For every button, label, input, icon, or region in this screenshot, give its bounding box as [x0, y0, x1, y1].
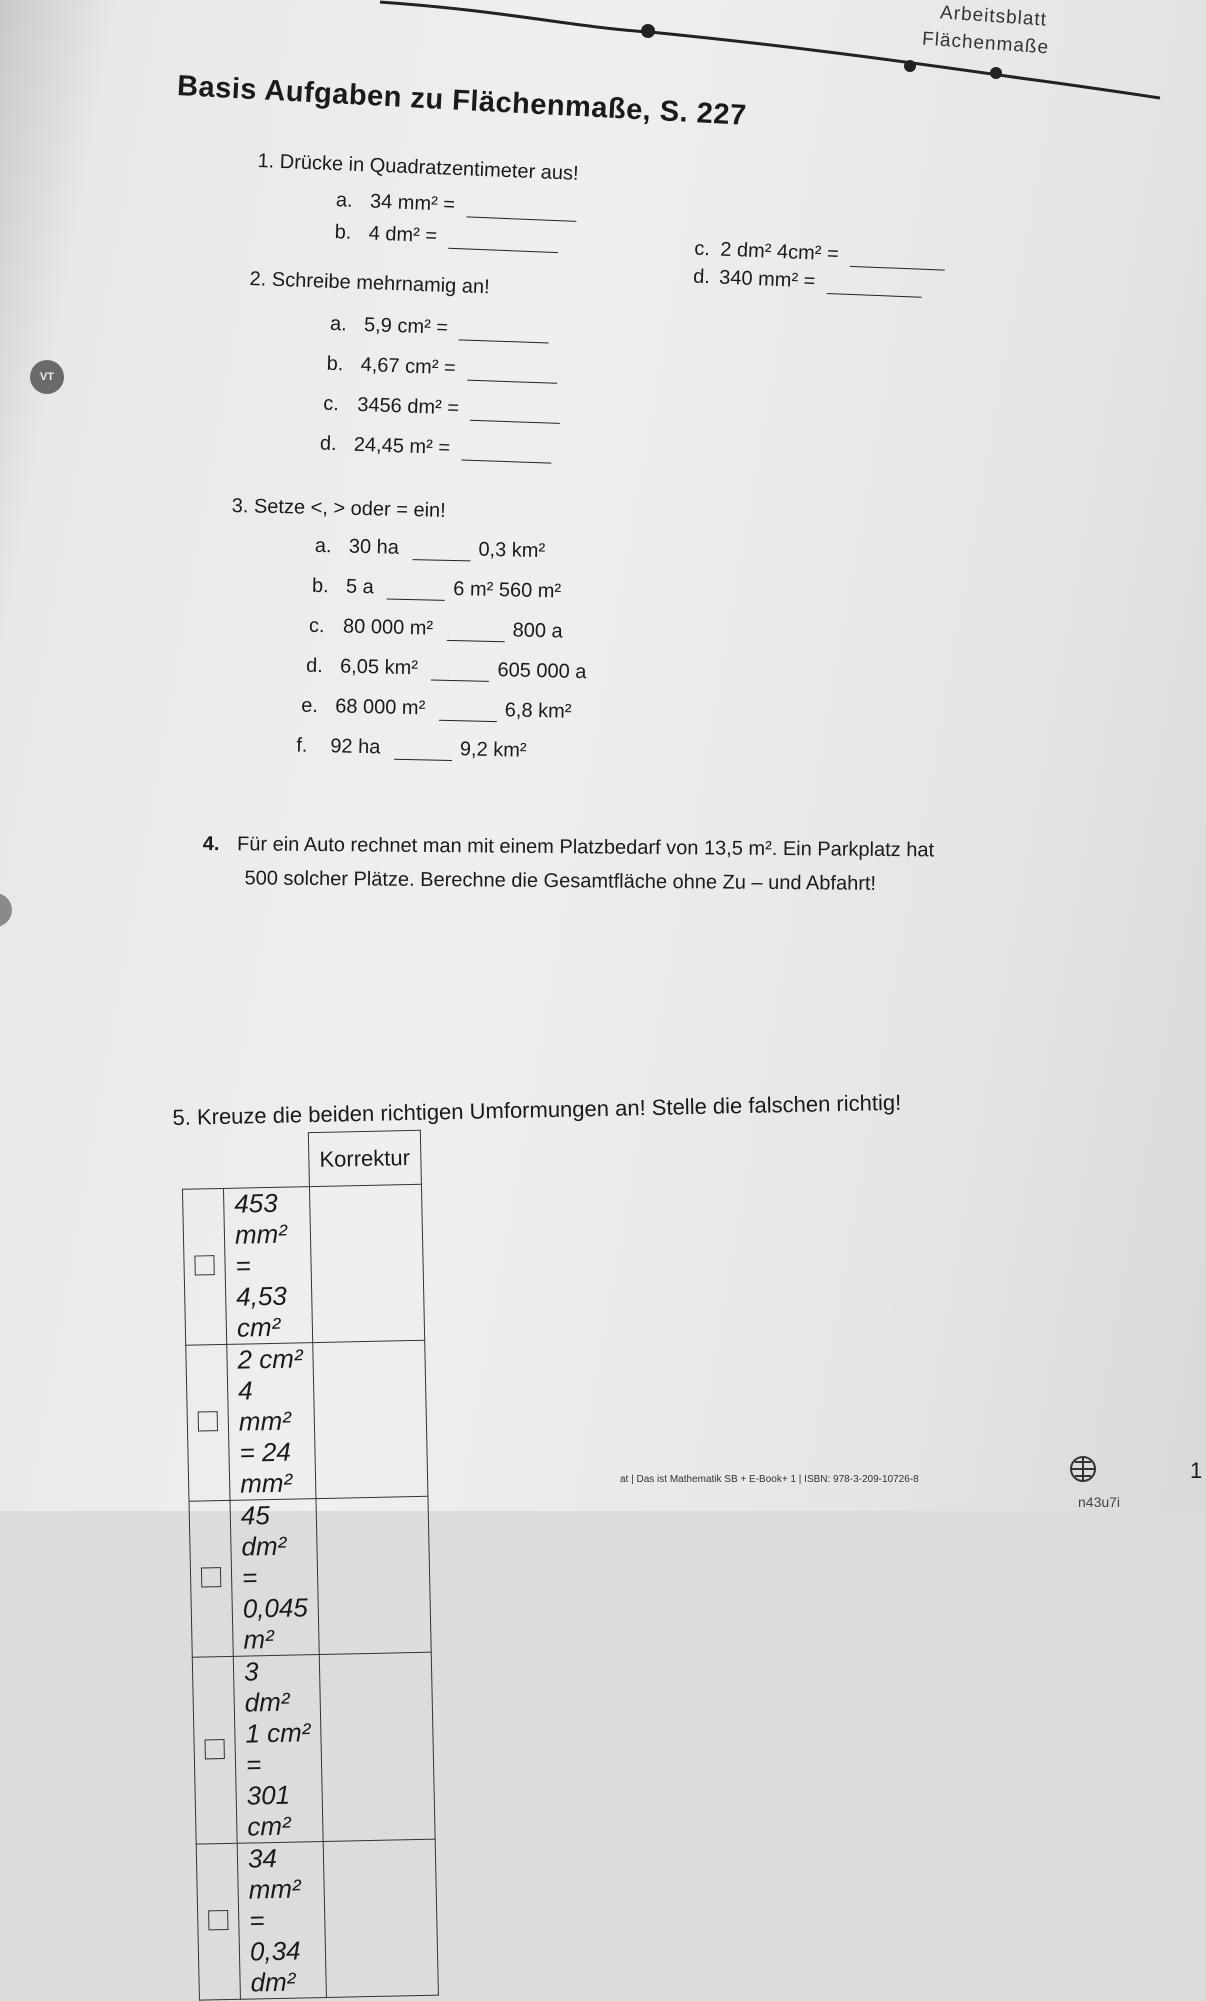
- item-expression: 3456 dm² =: [356, 393, 460, 420]
- task-3-item-c: [309, 615, 563, 644]
- korrektur-cell[interactable]: [310, 1184, 425, 1342]
- task-5-title: 5. Kreuze die beiden richtigen Umformungen an! Stelle die falschen richtig!: [172, 1089, 902, 1130]
- item-right: 6,8 km²: [504, 699, 572, 723]
- korrektur-cell[interactable]: [316, 1496, 431, 1654]
- answer-blank[interactable]: [439, 702, 497, 722]
- item-label: c.: [322, 392, 340, 416]
- item-left: 92 ha: [330, 735, 381, 759]
- item-left: 5 a: [345, 575, 375, 599]
- task-4-text-1: Für ein Auto rechnet man mit einem Platzbedarf von 13,5 m². Ein Parkplatz hat: [236, 833, 935, 862]
- task-4-text-2: 500 solcher Plätze. Berechne die Gesamtfläche ohne Zu – und Abfahrt!: [244, 867, 877, 895]
- item-left: 6,05 km²: [339, 655, 419, 680]
- conversion-equation: 2 cm² 4 mm² = 24 mm²: [227, 1343, 316, 1501]
- web-code: n43u7i: [1078, 1494, 1121, 1510]
- task-2-item-a: [330, 313, 550, 344]
- task-3-item-d: [306, 655, 587, 684]
- answer-blank[interactable]: [467, 362, 558, 384]
- item-right: 605 000 a: [497, 659, 587, 684]
- item-right: 0,3 km²: [478, 538, 546, 563]
- table-row: [186, 1340, 428, 1501]
- answer-blank[interactable]: [466, 198, 577, 221]
- table-row: [196, 1839, 438, 2000]
- header-label-topic: Flächenmaße: [921, 28, 1050, 59]
- item-left: 80 000 m²: [342, 615, 434, 640]
- task-1-item-b: [334, 221, 559, 253]
- table-row: [192, 1652, 434, 1844]
- answer-blank[interactable]: [826, 275, 922, 298]
- item-expression: 24,45 m² =: [353, 433, 451, 460]
- task-2-title: 2. Schreibe mehrnamig an!: [249, 268, 490, 299]
- checkbox[interactable]: [198, 1411, 218, 1431]
- item-expression: 5,9 cm² =: [363, 314, 449, 339]
- item-label: e.: [300, 694, 319, 718]
- answer-blank[interactable]: [461, 441, 552, 463]
- task-3-item-f: [296, 735, 527, 763]
- korrektur-cell[interactable]: [319, 1652, 434, 1841]
- answer-blank[interactable]: [387, 581, 445, 601]
- task-3-title: 3. Setze <, > oder = ein!: [231, 495, 446, 522]
- checkbox[interactable]: [204, 1739, 224, 1759]
- checkbox[interactable]: [194, 1255, 214, 1275]
- item-label: b.: [334, 221, 352, 244]
- answer-blank[interactable]: [446, 622, 504, 642]
- item-label: b.: [326, 352, 344, 376]
- item-label: d.: [692, 265, 711, 289]
- korrektur-cell[interactable]: [323, 1839, 438, 1997]
- publisher-logo-icon: [1068, 1454, 1098, 1484]
- item-expression: 4 dm² =: [368, 222, 438, 248]
- item-left: 68 000 m²: [334, 695, 426, 720]
- task-1-title: 1. Drücke in Quadratzentimeter aus!: [257, 150, 580, 185]
- page-number: 1: [1190, 1458, 1203, 1483]
- task-4-number: 4.: [202, 832, 220, 856]
- answer-blank[interactable]: [459, 321, 550, 343]
- answer-blank[interactable]: [431, 662, 489, 682]
- item-label: a.: [329, 312, 348, 336]
- item-label: d.: [305, 654, 324, 678]
- conversion-equation: 34 mm² = 0,34 dm²: [237, 1841, 326, 1999]
- task-3-item-a: [315, 535, 546, 563]
- item-label: d.: [319, 432, 337, 456]
- conversion-equation: 45 dm² = 0,045 m²: [230, 1499, 319, 1657]
- header-label-worksheet: Arbeitsblatt: [939, 2, 1048, 31]
- conversion-equation: 453 mm² = 4,53 cm²: [223, 1187, 312, 1345]
- task-1-item-a: [336, 189, 577, 222]
- task-1-item-d: [693, 266, 922, 298]
- task-3-item-e: [301, 695, 572, 724]
- task-1-item-c: [694, 238, 946, 271]
- table-header-row: [181, 1130, 421, 1189]
- task-2-item-d: [319, 433, 551, 464]
- task-3-item-b: [312, 575, 562, 604]
- answer-blank[interactable]: [850, 248, 946, 271]
- item-expression: 2 dm² 4cm² =: [719, 238, 840, 266]
- item-label: c.: [308, 614, 325, 638]
- item-label: a.: [314, 534, 332, 558]
- item-label: a.: [335, 189, 354, 212]
- task-2-item-b: [326, 353, 557, 384]
- punch-hole: [0, 893, 12, 927]
- answer-blank[interactable]: [470, 402, 561, 424]
- checkbox[interactable]: [201, 1567, 221, 1587]
- korrektur-cell[interactable]: [313, 1340, 428, 1498]
- checkbox[interactable]: [208, 1910, 228, 1930]
- item-expression: 4,67 cm² =: [360, 353, 457, 380]
- item-label: f.: [296, 734, 308, 757]
- item-right: 9,2 km²: [459, 738, 527, 762]
- korrektur-header: Korrektur: [308, 1130, 421, 1186]
- item-label: b.: [311, 574, 329, 598]
- table-row: [189, 1496, 431, 1657]
- conversion-table: [181, 1130, 439, 2001]
- item-expression: 34 mm² =: [369, 190, 456, 216]
- page-title: Basis Aufgaben zu Flächenmaße, S. 227: [176, 70, 748, 132]
- item-expression: 340 mm² =: [718, 266, 816, 293]
- item-label: c.: [693, 237, 711, 261]
- margin-badge: VT: [30, 360, 64, 394]
- answer-blank[interactable]: [412, 541, 470, 561]
- item-left: 30 ha: [348, 535, 400, 559]
- conversion-equation: 3 dm² 1 cm² = 301 cm²: [233, 1655, 323, 1844]
- answer-blank[interactable]: [448, 230, 559, 253]
- item-right: 800 a: [512, 619, 563, 643]
- footer-credit: at | Das ist Mathematik SB + E-Book+ 1 | ISBN: 978-3-209-10726-8: [620, 1474, 919, 1485]
- table-row: [182, 1184, 424, 1345]
- task-2-item-c: [323, 393, 561, 424]
- item-right: 6 m² 560 m²: [453, 578, 562, 603]
- answer-blank[interactable]: [394, 741, 452, 761]
